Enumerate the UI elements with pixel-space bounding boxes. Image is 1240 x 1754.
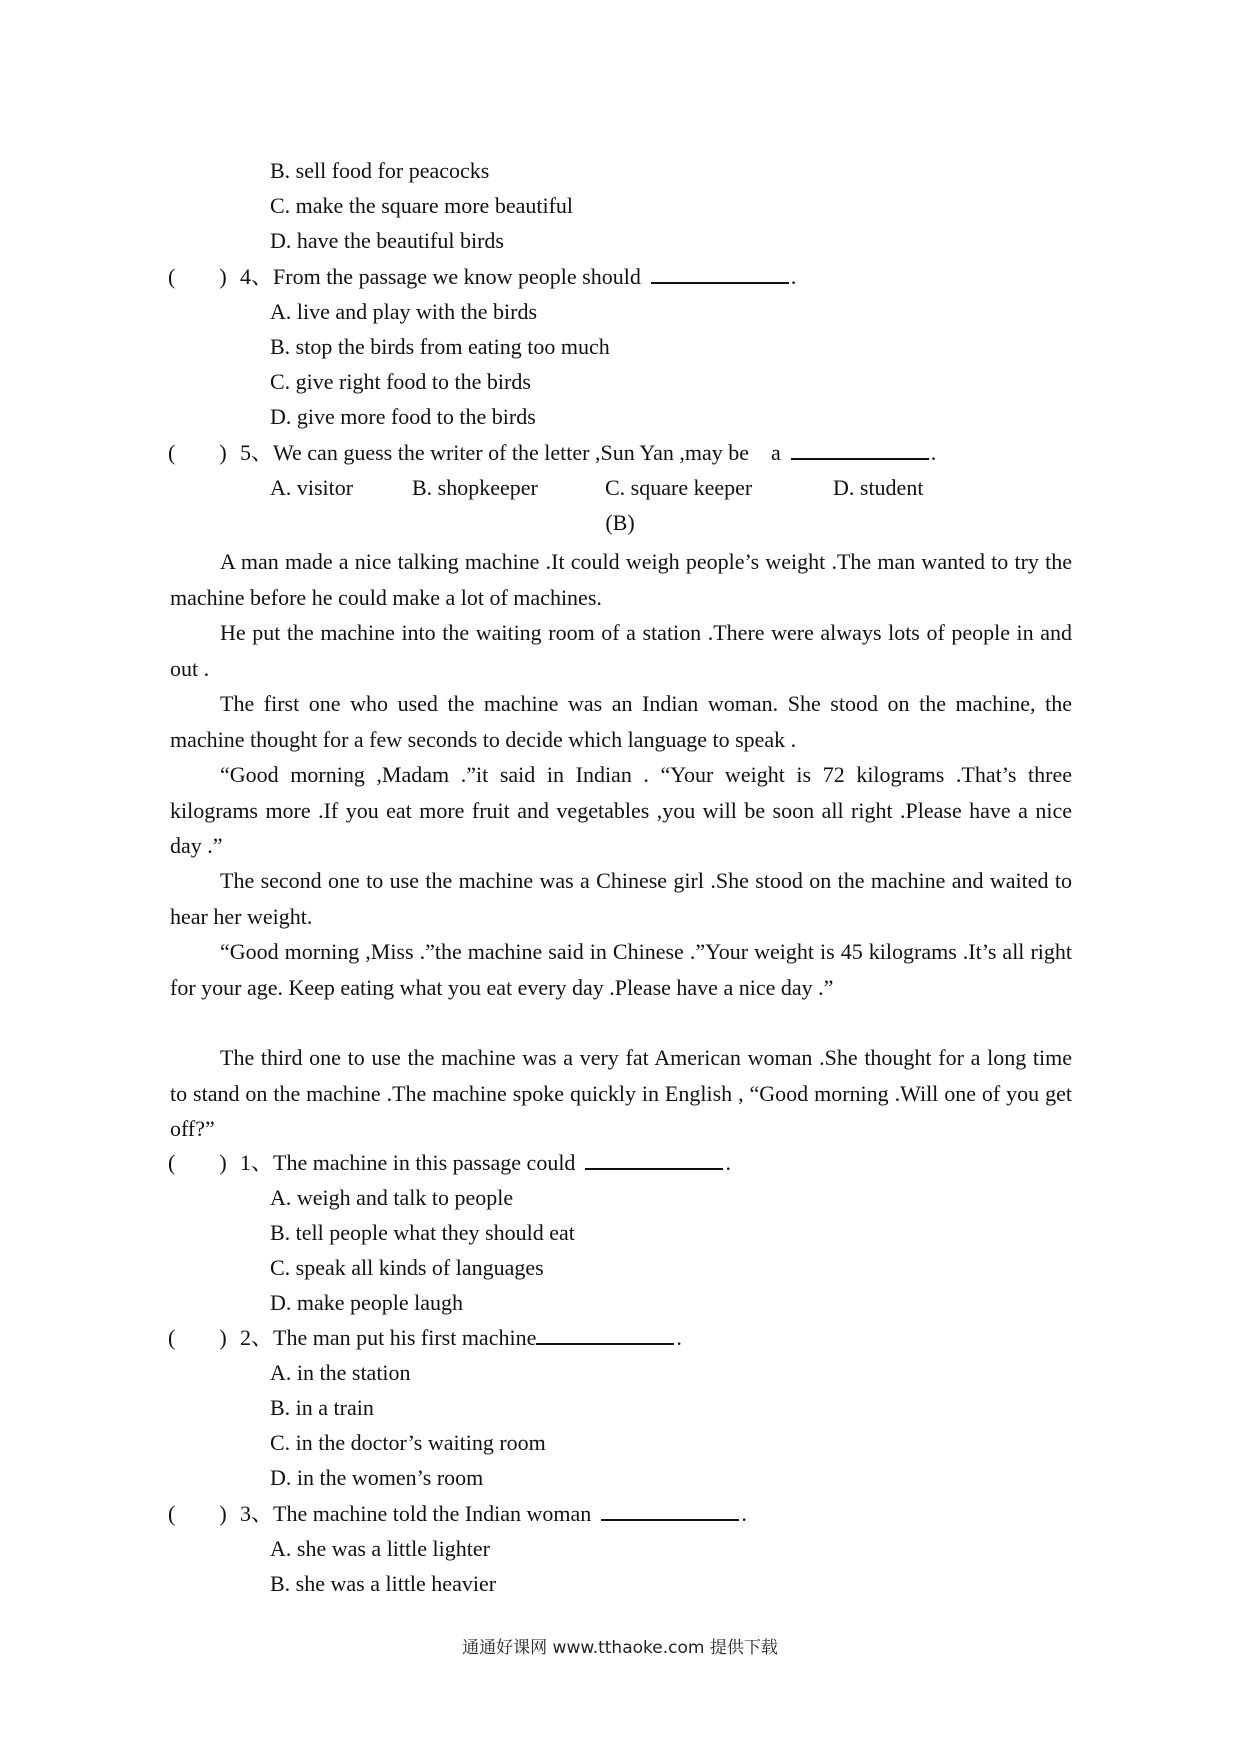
answer-paren: ( )	[168, 1501, 227, 1526]
passage-paragraph: The second one to use the machine was a Chinese girl .She stood on the machine and waited to hear her weight.	[170, 868, 1072, 929]
question-number: 5、	[240, 440, 274, 465]
option-text: B. tell people what they should eat	[270, 1220, 575, 1245]
answer-paren: ( )	[168, 1325, 227, 1350]
option-text: B. sell food for peacocks	[270, 158, 490, 183]
question-end: .	[725, 1150, 731, 1175]
answer-paren: ( )	[168, 1150, 227, 1175]
option-text: D. make people laugh	[270, 1290, 464, 1315]
option-text: A. live and play with the birds	[270, 299, 538, 324]
question-stem: We can guess the writer of the letter ,Sun Yan ,may be a	[273, 440, 781, 465]
option-text: D. have the beautiful birds	[270, 228, 504, 253]
question-end: .	[790, 264, 797, 289]
option-text: D. student	[833, 475, 924, 500]
option-text: C. give right food to the birds	[270, 369, 531, 394]
answer-blank	[791, 438, 929, 460]
question-end: .	[741, 1501, 747, 1526]
passage-paragraph: The third one to use the machine was a very fat American woman .She thought for a long time to stand on the machine .The machine spoke quickly in English , “Good morning .Will one of you get off?”	[170, 1045, 1072, 1141]
option-text: B. she was a little heavier	[270, 1571, 497, 1596]
question-b1	[168, 1148, 731, 1178]
option-text: D. in the women’s room	[270, 1465, 484, 1490]
question-stem: The machine told the Indian woman	[273, 1501, 592, 1526]
option-text: B. in a train	[270, 1395, 374, 1420]
passage-paragraph: The first one who used the machine was an Indian woman. She stood on the machine, the machine thought for a few seconds to decide which language to speak .	[170, 691, 1072, 752]
question-5	[168, 438, 936, 468]
answer-paren: ( )	[168, 440, 227, 465]
question-b3	[168, 1499, 747, 1529]
option-text: C. speak all kinds of languages	[270, 1255, 544, 1280]
option-text: C. square keeper	[605, 475, 753, 500]
question-stem: From the passage we know people should	[273, 264, 641, 289]
passage-paragraph: “Good morning ,Miss .”the machine said in Chinese .”Your weight is 45 kilograms .It’s all right for your age. Keep eating what you eat every day .Please have a nice day .”	[170, 939, 1072, 1000]
option-text: D. give more food to the birds	[270, 404, 536, 429]
passage-paragraph: He put the machine into the waiting room of a station .There were always lots of people in and out .	[170, 620, 1072, 681]
option-text: A. in the station	[270, 1360, 411, 1385]
answer-blank	[601, 1499, 739, 1521]
question-stem: The machine in this passage could	[273, 1150, 576, 1175]
option-text: C. in the doctor’s waiting room	[270, 1430, 546, 1455]
option-row	[270, 473, 923, 503]
answer-blank	[585, 1148, 723, 1170]
question-number: 3、	[240, 1501, 274, 1526]
question-number: 2、	[240, 1325, 274, 1350]
question-end: .	[676, 1325, 682, 1350]
option-text: B. stop the birds from eating too much	[270, 334, 610, 359]
page-footer: 通通好课网 www.tthaoke.com 提供下载	[462, 1638, 778, 1658]
section-heading: (B)	[605, 510, 635, 535]
option-text: C. make the square more beautiful	[270, 193, 574, 218]
option-text: B. shopkeeper	[412, 475, 538, 500]
question-number: 1、	[240, 1150, 274, 1175]
passage-paragraph: A man made a nice talking machine .It could weigh people’s weight .The man wanted to try the machine before he could make a lot of machines.	[170, 549, 1072, 610]
passage-paragraph: “Good morning ,Madam .”it said in Indian . “Your weight is 72 kilograms .That’s three kilograms more .If you eat more fruit and vegetables ,you will be soon all right .Please have a nice day .”	[170, 762, 1072, 858]
option-text: A. she was a little lighter	[270, 1536, 490, 1561]
question-stem: The man put his first machine	[273, 1325, 537, 1350]
option-text: A. weigh and talk to people	[270, 1185, 514, 1210]
question-4	[168, 262, 796, 292]
question-end: .	[930, 440, 937, 465]
answer-blank	[536, 1323, 674, 1345]
option-text: A. visitor	[270, 475, 354, 500]
question-b2	[168, 1323, 682, 1353]
answer-blank	[651, 262, 789, 284]
answer-paren: ( )	[168, 264, 227, 289]
question-number: 4、	[240, 264, 274, 289]
